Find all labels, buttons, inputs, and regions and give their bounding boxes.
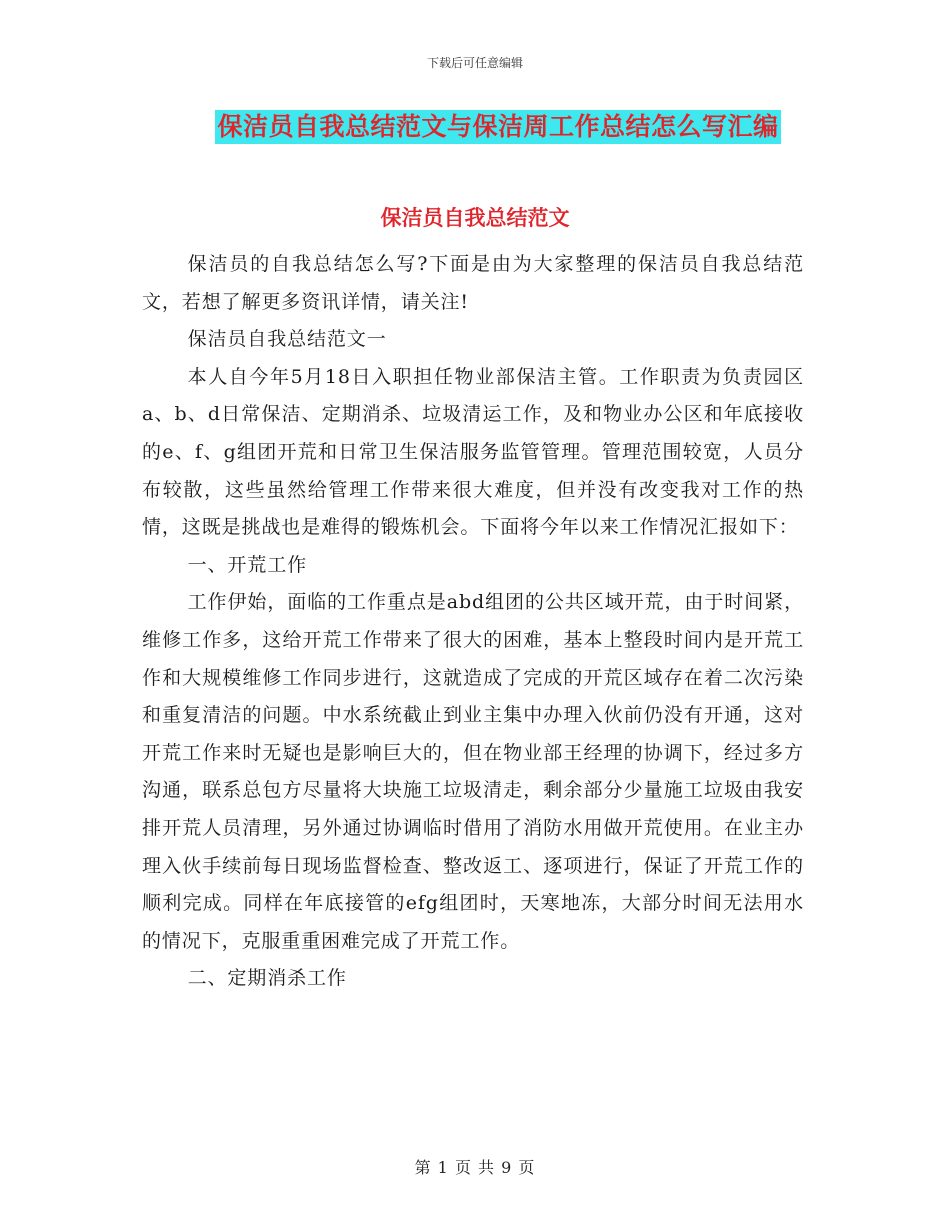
body-paragraph: 本人自今年5月18日入职担任物业部保洁主管。工作职责为负责园区a、b、d日常保洁、定期消杀、垃圾清运工作，及和物业办公区和年底接收的e、f、g组团开荒和日常卫生保洁服务监管管理。管理范围较宽，人员分布较散，这些虽然给管理工作带来很大难度，但并没有改变我对工作的热情，这既是挑战也是难得的锻炼机会。下面将今年以来工作情况汇报如下： xyxy=(142,365,804,539)
subsection-heading: 保洁员自我总结范文一 xyxy=(187,328,387,351)
document-title: 保洁员自我总结范文与保洁周工作总结怎么写汇编 xyxy=(215,110,780,144)
item-heading: 二、定期消杀工作 xyxy=(187,967,347,990)
header-note: 下载后可任意编辑 xyxy=(426,56,523,70)
intro-paragraph: 保洁员的自我总结怎么写?下面是由为大家整理的保洁员自我总结范文，若想了解更多资讯详情，请关注! xyxy=(142,253,804,313)
page-footer: 第 1 页 共 9 页 xyxy=(414,1158,536,1177)
section-title: 保洁员自我总结范文 xyxy=(380,205,570,230)
document-body xyxy=(142,246,804,998)
main-title-container xyxy=(0,110,950,144)
body-paragraph: 工作伊始，面临的工作重点是abd组团的公共区域开荒，由于时间紧，维修工作多，这给开荒工作带来了很大的困难，基本上整段时间内是开荒工作和大规模维修工作同步进行，这就造成了完成的开荒区域存在着二次污染和重复清洁的问题。中水系统截止到业主集中办理入伙前仍没有开通，这对开荒工作来时无疑也是影响巨大的，但在物业部王经理的协调下，经过多方沟通，联系总包方尽量将大块施工垃圾清走，剩余部分少量施工垃圾由我安排开荒人员清理，另外通过协调临时借用了消防水用做开荒使用。在业主办理入伙手续前每日现场监督检查、整改返工、逐项进行，保证了开荒工作的顺利完成。同样在年底接管的efg组团时，天寒地冻，大部分时间无法用水的情况下，克服重重困难完成了开荒工作。 xyxy=(142,591,804,952)
item-heading: 一、开荒工作 xyxy=(187,553,307,576)
